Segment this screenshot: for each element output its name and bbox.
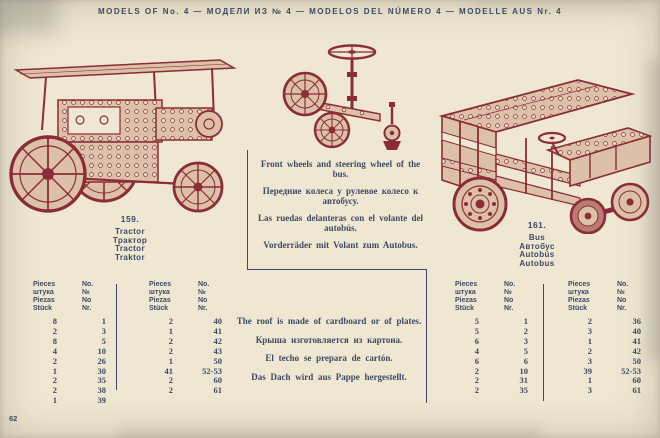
tractor-parts-table-right [146, 281, 228, 396]
parts-table-body [30, 317, 112, 406]
part-number: 60 [213, 375, 222, 386]
pieces-header-line: Piezas [33, 297, 55, 304]
part-number: 50 [213, 355, 222, 366]
callout-box [247, 150, 427, 270]
part-number: 30 [97, 365, 106, 376]
bus-parts-table-right [565, 281, 647, 396]
roof-note-line: Крыша изготовляется из картона. [255, 334, 403, 345]
part-count: 2 [168, 375, 173, 386]
part-count: 5 [474, 316, 479, 326]
roof-note-line: The roof is made of cardboard or of plates. [236, 316, 422, 326]
part-number: 6 [523, 355, 528, 366]
part-number: 26 [97, 355, 106, 366]
number-header-line: № [198, 289, 206, 296]
pieces-header-line: Stück [455, 305, 475, 312]
bus-name-line: Autobus [519, 258, 555, 268]
pieces-header-line: Stück [568, 305, 588, 312]
parts-table-body [565, 317, 647, 396]
number-header-line: No [82, 297, 92, 304]
parts-row [452, 386, 534, 396]
tractor-rear-wheel-front [11, 137, 85, 211]
pieces-header-line: Pieces [149, 281, 172, 288]
part-number: 40 [632, 325, 641, 336]
parts-row [565, 386, 647, 396]
number-header [72, 281, 112, 313]
part-count: 2 [587, 316, 592, 326]
parts-row [452, 337, 534, 347]
number-header [607, 281, 647, 313]
parts-row [452, 327, 534, 337]
pieces-header [452, 281, 494, 313]
part-count: 4 [52, 345, 57, 356]
part-number: 36 [632, 316, 641, 326]
part-count: 3 [587, 325, 592, 336]
parts-table-header [146, 281, 228, 313]
page-number: 62 [9, 414, 18, 423]
part-count: 3 [587, 385, 592, 396]
part-count: 1 [587, 375, 592, 386]
pieces-header-line: Piezas [568, 297, 590, 304]
pieces-header-line: Piezas [149, 297, 171, 304]
tractor-names [70, 228, 190, 262]
parts-row [146, 386, 228, 396]
part-number: 1 [523, 316, 528, 326]
part-count: 1 [168, 355, 173, 366]
number-header-line: Nr. [198, 305, 208, 312]
pieces-header [30, 281, 72, 313]
part-count: 2 [168, 385, 173, 396]
part-number: 40 [213, 316, 222, 326]
parts-table-header [565, 281, 647, 313]
part-count: 1 [52, 365, 57, 376]
bus-parts-table-left [452, 281, 534, 396]
number-header [494, 281, 534, 313]
callout-line: Front wheels and steering wheel of the bus. [260, 159, 421, 179]
part-number: 10 [97, 345, 106, 356]
pieces-header [146, 281, 188, 313]
bus-illustration [430, 58, 660, 234]
number-header-line: № [504, 289, 512, 296]
vertical-rule [426, 269, 428, 403]
callout-line: Передние колеса у рулевое колесо к автобусу. [262, 186, 419, 206]
tractor-caption [70, 214, 190, 262]
tractor-illustration [6, 44, 242, 216]
pieces-header-line: Piezas [455, 297, 477, 304]
callout-line: Las ruedas delanteras con el volante del autobús. [258, 213, 423, 233]
parts-row [452, 347, 534, 357]
bus-name-line: Bus [528, 233, 546, 242]
part-number: 41 [632, 335, 641, 346]
roof-note-line: El techo se prepara de cartón. [265, 353, 393, 363]
number-header-line: No [198, 297, 208, 304]
part-count: 2 [52, 355, 57, 366]
number-header-line: Nr. [617, 305, 627, 312]
part-number: 3 [523, 335, 528, 346]
number-header-line: Nr. [504, 305, 514, 312]
part-count: 2 [474, 385, 479, 396]
parts-table-header [30, 281, 112, 313]
number-header-line: No [504, 297, 514, 304]
number-header-line: No [617, 297, 627, 304]
pieces-header-line: штука [455, 289, 476, 296]
part-number: 50 [632, 355, 641, 366]
part-number: 35 [519, 385, 528, 396]
part-number: 42 [213, 335, 222, 346]
pieces-header-line: штука [149, 289, 170, 296]
parts-table-body [452, 317, 534, 396]
parts-table-header [452, 281, 534, 313]
tractor-figure-number: 159. [120, 214, 140, 224]
part-count: 2 [52, 375, 57, 386]
pieces-header-line: Stück [33, 305, 53, 312]
part-count: 2 [168, 345, 173, 356]
number-header-line: No. [504, 281, 516, 288]
part-count: 1 [52, 395, 57, 406]
part-number: 41 [213, 325, 222, 336]
tractor-front-wheel [174, 163, 222, 211]
part-count: 41 [164, 365, 173, 376]
tractor-parts-table-left [30, 281, 112, 406]
tractor-name-line: Tractor [115, 227, 145, 236]
part-count: 2 [52, 325, 57, 336]
steering-assembly-illustration [268, 40, 408, 155]
part-number: 39 [97, 395, 106, 406]
part-count: 6 [474, 355, 479, 366]
bus-figure-number: 161. [527, 220, 547, 230]
pieces-header-line: Pieces [568, 281, 591, 288]
pieces-header-line: Pieces [455, 281, 478, 288]
pieces-header [565, 281, 607, 313]
part-number: 5 [523, 345, 528, 356]
part-number: 61 [632, 385, 641, 396]
bus-drawing [430, 58, 660, 234]
callout-line: Vorderräder mit Volant zum Autobus. [263, 240, 418, 250]
tractor-drawing [6, 44, 242, 216]
table-divider [116, 284, 117, 390]
part-count: 6 [474, 335, 479, 346]
pieces-header-line: штука [568, 289, 589, 296]
part-number: 5 [101, 335, 106, 346]
number-header-line: No. [82, 281, 94, 288]
parts-row [452, 317, 534, 327]
part-number: 52-53 [621, 365, 641, 376]
bus-names [477, 234, 597, 268]
small-roller-part [383, 102, 401, 150]
bus-name-line: Autobús [519, 250, 555, 260]
number-header-line: № [82, 289, 90, 296]
part-count: 1 [587, 335, 592, 346]
parts-table-body [146, 317, 228, 396]
tractor-name-line: Traktor [115, 252, 145, 262]
part-count: 2 [474, 365, 479, 376]
parts-row [30, 317, 112, 327]
steering-front-wheel-right [315, 113, 349, 147]
part-count: 2 [474, 375, 479, 386]
table-divider [543, 284, 544, 401]
number-header-line: No. [198, 281, 210, 288]
photo-shadow-bottom [120, 428, 540, 438]
part-count: 1 [168, 325, 173, 336]
part-count: 2 [52, 385, 57, 396]
part-count: 5 [474, 325, 479, 336]
tractor-name-line: Трактор [112, 235, 148, 245]
number-header-line: № [617, 289, 625, 296]
number-header [188, 281, 228, 313]
number-header-line: Nr. [82, 305, 92, 312]
bus-caption [477, 220, 597, 268]
bus-name-line: Автобус [519, 241, 555, 251]
part-number: 61 [213, 385, 222, 396]
part-number: 2 [523, 325, 528, 336]
part-count: 2 [168, 335, 173, 346]
steering-front-wheel-left [284, 73, 326, 115]
tractor-name-line: Tractor [115, 244, 145, 254]
roof-note-line: Das Dach wird aus Pappe hergestellt. [251, 371, 407, 382]
part-count: 8 [52, 335, 57, 346]
roof-note [234, 316, 424, 390]
part-count: 8 [52, 316, 57, 326]
part-count: 3 [587, 355, 592, 366]
parts-row [30, 396, 112, 406]
part-number: 43 [213, 345, 222, 356]
photo-shadow-corner [0, 0, 58, 34]
part-number: 42 [632, 345, 641, 356]
steering-drawing [268, 40, 408, 155]
part-count: 39 [583, 365, 592, 376]
page-title: MODELS OF No. 4 — МОДЕЛИ ИЗ № 4 — MODELOS DEL NÚMERO 4 — MODELLE AUS Nr. 4 [97, 7, 563, 16]
part-number: 31 [519, 375, 528, 386]
part-count: 2 [587, 345, 592, 356]
part-number: 52-53 [202, 365, 222, 376]
part-count: 2 [168, 316, 173, 326]
pieces-header-line: Pieces [33, 281, 56, 288]
number-header-line: No. [617, 281, 629, 288]
pieces-header-line: Stück [149, 305, 169, 312]
part-number: 60 [632, 375, 641, 386]
part-number: 35 [97, 375, 106, 386]
part-count: 4 [474, 345, 479, 356]
part-number: 3 [101, 325, 106, 336]
part-number: 10 [519, 365, 528, 376]
part-number: 1 [101, 316, 106, 326]
parts-row [30, 327, 112, 337]
pieces-header-line: штука [33, 289, 54, 296]
part-number: 38 [97, 385, 106, 396]
